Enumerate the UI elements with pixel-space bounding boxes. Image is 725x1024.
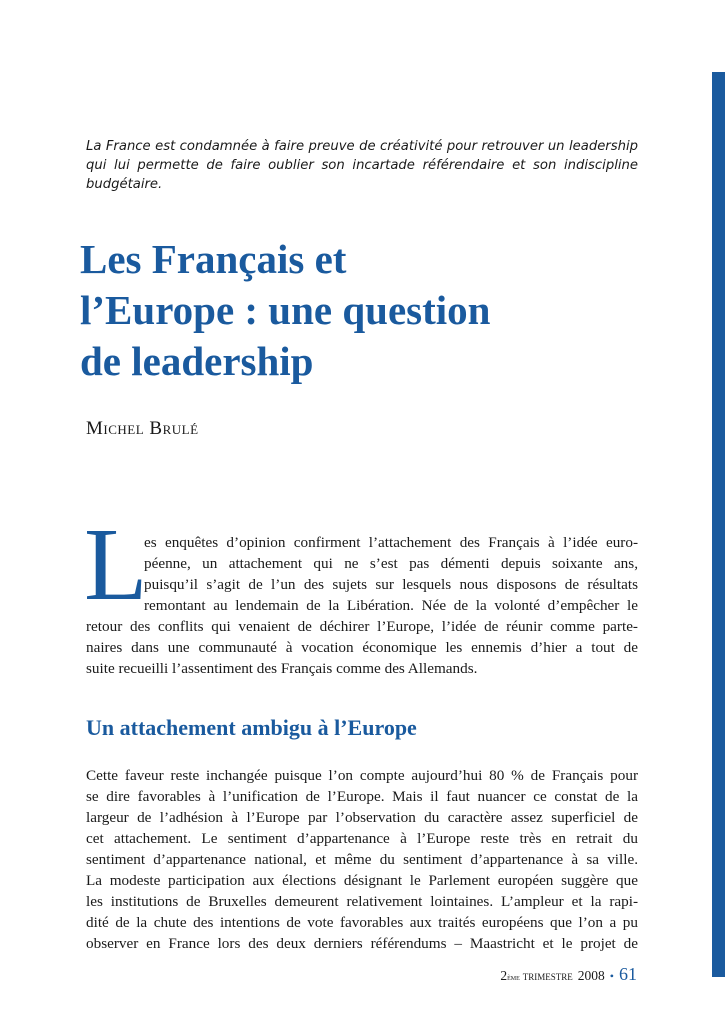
section-line: se dire favorables à l’unification de l’Europe. Mais il faut nuancer ce constat de la: [86, 788, 638, 805]
title-line: Les Français et: [80, 236, 347, 282]
author-name: Michel Brulé: [86, 418, 199, 439]
quarter-ordinal: ème: [507, 973, 520, 982]
article-title: [80, 234, 640, 387]
abstract-line: La France est condamnée à faire preuve de créativité pour retrouver un leadership: [86, 139, 638, 154]
quarter-word: trimestre: [522, 968, 573, 983]
quarter-number: 2: [500, 968, 508, 983]
page-number: 61: [619, 964, 637, 984]
section-line: les institutions de Bruxelles demeurent relativement lointaines. L’ampleur et la rapi-: [86, 893, 638, 910]
intro-line: suite recueilli l’assentiment des Français comme des Allemands.: [86, 660, 478, 677]
section-heading: Un attachement ambigu à l’Europe: [86, 715, 417, 740]
title-line: l’Europe : une question: [80, 287, 491, 333]
intro-line: retour des conflits qui venaient de déchirer l’Europe, l’idée de réunir comme parte-: [86, 618, 638, 635]
section-line: Cette faveur reste inchangée puisque l’on compte aujourd’hui 80 % de Français pour: [86, 767, 638, 784]
intro-line: péenne, un attachement qui ne s’est pas démenti depuis soixante ans,: [144, 555, 638, 572]
bullet-icon: •: [609, 969, 614, 983]
abstract-line: budgétaire.: [86, 177, 163, 192]
drop-cap: L: [84, 507, 148, 622]
side-accent-bar: [712, 72, 725, 977]
intro-line: puisqu’il s’agit de l’un des sujets sur lesquels nous disposons de résultats: [144, 576, 638, 593]
section-paragraph: [86, 765, 638, 954]
section-line: La modeste participation aux élections désignant le Parlement européen suggère que: [86, 872, 638, 889]
page-footer: [500, 964, 637, 985]
issue-year: 2008: [577, 968, 605, 983]
abstract: [86, 137, 638, 194]
section-line: observer en France lors des deux derniers référendums – Maastricht et le projet de: [86, 935, 638, 952]
intro-line: remontant au lendemain de la Libération. Née de la volonté d’empêcher le: [144, 597, 638, 614]
intro-paragraph: [86, 532, 638, 679]
abstract-line: qui lui permette de faire oublier son incartade référendaire et son indiscipline: [86, 158, 638, 173]
section-line: sentiment d’appartenance national, et même du sentiment d’appartenance à sa ville.: [86, 851, 638, 868]
section-line: cet attachement. Le sentiment d’appartenance à l’Europe reste très en retrait du: [86, 830, 638, 847]
intro-line: es enquêtes d’opinion confirment l’attachement des Français à l’idée euro-: [144, 534, 638, 551]
section-line: largeur de l’adhésion à l’Europe par l’observation du caractère assez superficiel de: [86, 809, 638, 826]
section-line: dité de la chute des intentions de vote favorables aux traités européens que l’on a pu: [86, 914, 638, 931]
title-line: de leadership: [80, 338, 314, 384]
intro-line: naires dans une communauté à vocation économique les ennemis d’hier a tout de: [86, 639, 638, 656]
